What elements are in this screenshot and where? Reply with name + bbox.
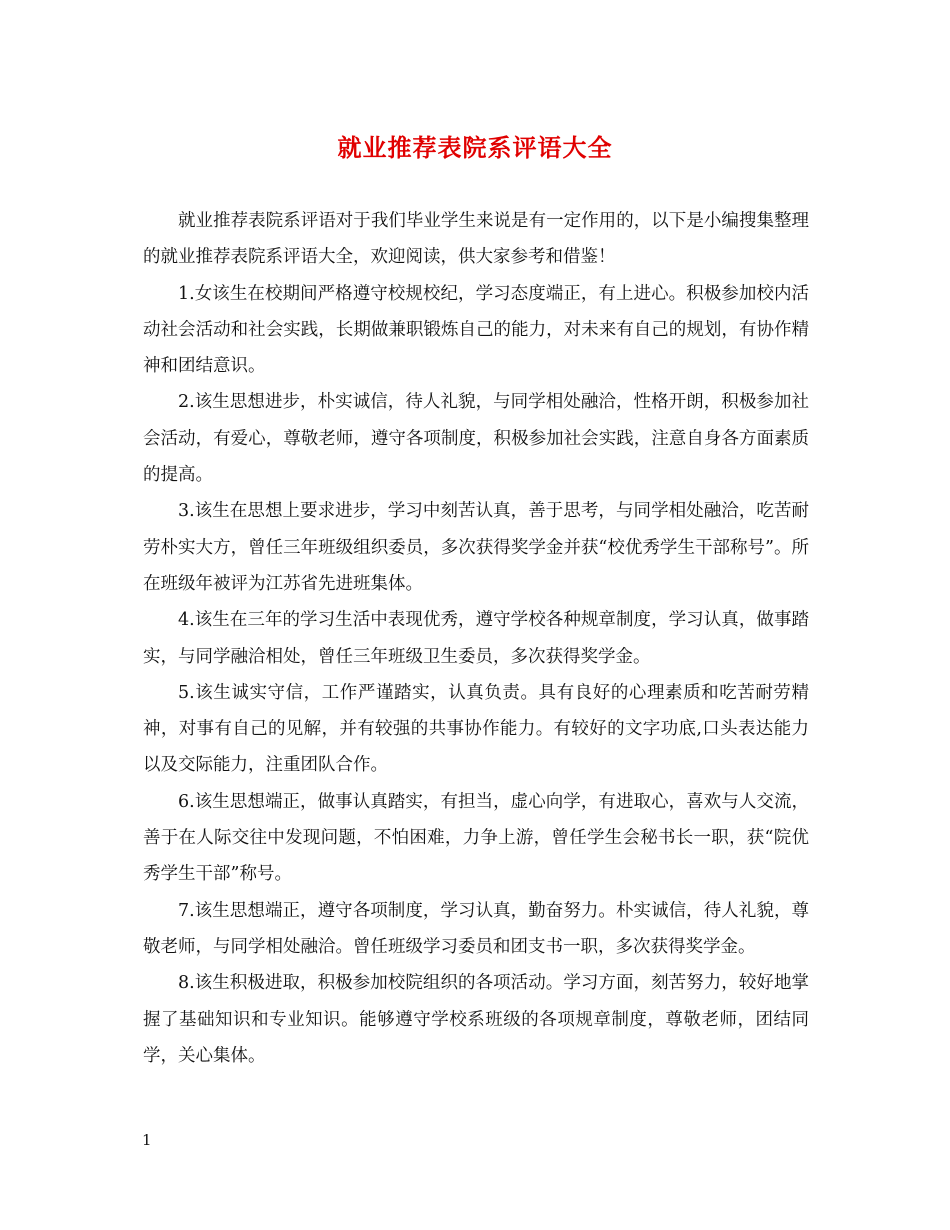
comment-item-2: 2.该生思想进步，朴实诚信，待人礼貌，与同学相处融洽，性格开朗，积极参加社会活动，有爱心，尊敬老师，遵守各项制度，积极参加社会实践，注意自身各方面素质的提高。: [143, 392, 809, 486]
page-number: 1: [142, 1131, 152, 1149]
comment-item-5: 5.该生诚实守信，工作严谨踏实，认真负责。具有良好的心理素质和吃苦耐劳精神，对事有自己的见解，并有较强的共事协作能力。有较好的文字功底,口头表达能力以及交际能力，注重团队合作。: [143, 682, 809, 776]
comment-item-7: 7.该生思想端正，遵守各项制度，学习认真，勤奋努力。朴实诚信，待人礼貌，尊敬老师，与同学相处融洽。曾任班级学习委员和团支书一职，多次获得奖学金。: [143, 900, 809, 957]
document-title: 就业推荐表院系评语大全: [337, 133, 613, 162]
comment-item-4: 4.该生在三年的学习生活中表现优秀，遵守学校各种规章制度，学习认真，做事踏实，与同学融洽相处，曾任三年班级卫生委员，多次获得奖学金。: [143, 610, 809, 667]
comment-item-3: 3.该生在思想上要求进步，学习中刻苦认真，善于思考，与同学相处融洽，吃苦耐劳朴实大方，曾任三年班级组织委员，多次获得奖学金并获“校优秀学生干部称号”。所在班级年被评为江苏省先进班集体。: [143, 501, 809, 594]
comment-item-1: 1.女该生在校期间严格遵守校规校纪，学习态度端正，有上进心。积极参加校内活动社会活动和社会实践，长期做兼职锻炼自己的能力，对未来有自己的规划，有协作精神和团结意识。: [143, 283, 809, 377]
intro-paragraph: 就业推荐表院系评语对于我们毕业学生来说是有一定作用的，以下是小编搜集整理的就业推荐表院系评语大全，欢迎阅读，供大家参考和借鉴！: [143, 211, 809, 268]
comment-item-6: 6.该生思想端正，做事认真踏实，有担当，虚心向学，有进取心，喜欢与人交流，善于在人际交往中发现问题，不怕困难，力争上游，曾任学生会秘书长一职，获“院优秀学生干部”称号。: [143, 791, 809, 885]
document-body: [143, 203, 809, 1074]
comment-item-8: 8.该生积极进取，积极参加校院组织的各项活动。学习方面，刻苦努力，较好地掌握了基础知识和专业知识。能够遵守学校系班级的各项规章制度，尊敬老师，团结同学，关心集体。: [143, 973, 809, 1066]
